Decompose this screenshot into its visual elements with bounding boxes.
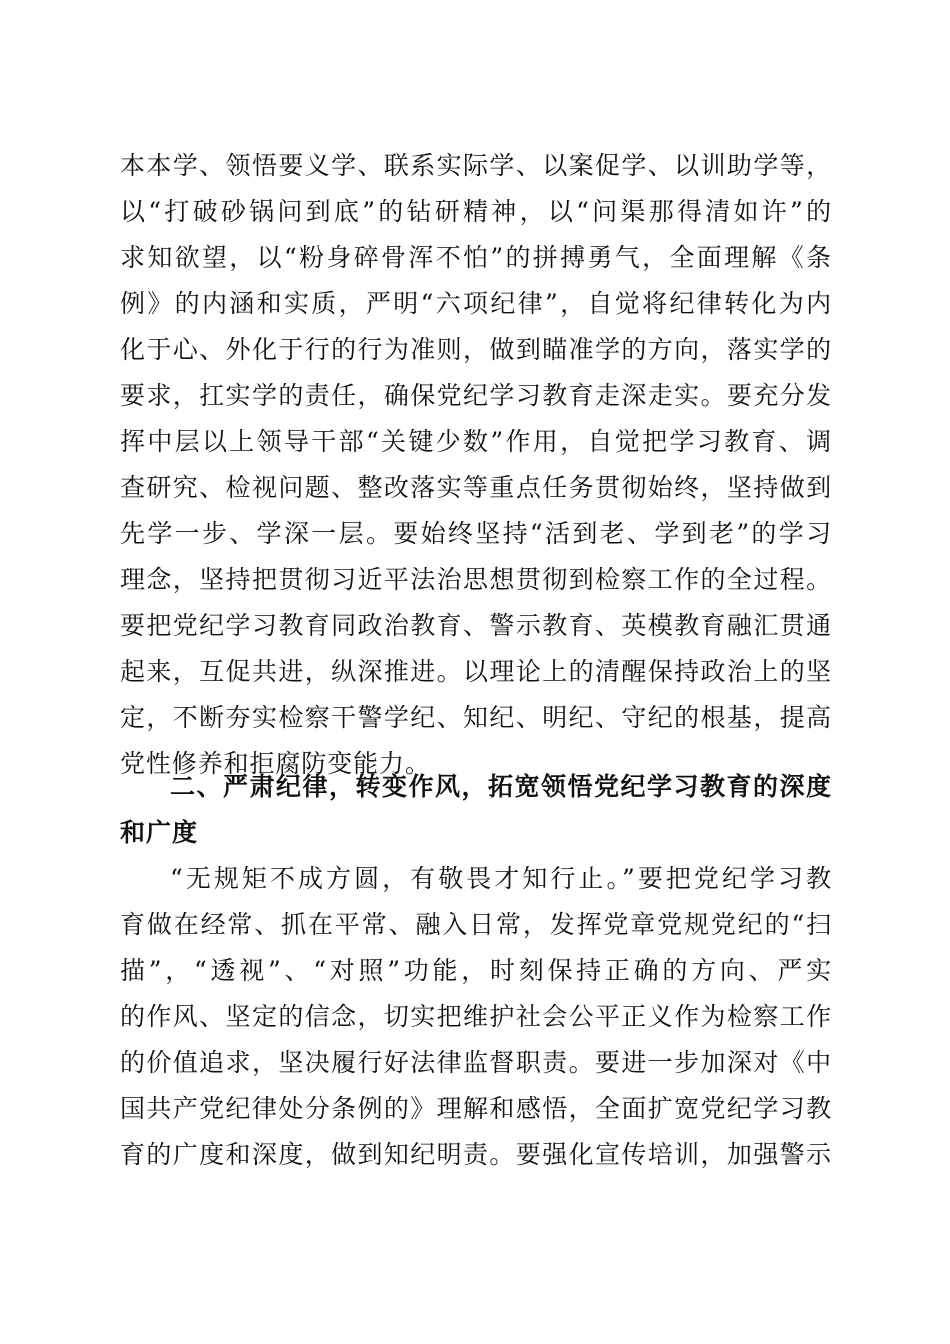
text-line: 例》的内涵和实质，严明“六项纪律”，自觉将纪律转化为内 xyxy=(120,289,832,318)
text-line: 定，不断夯实检察干警学纪、知纪、明纪、守纪的根基，提高 xyxy=(120,703,832,732)
body-paragraph-1 xyxy=(120,143,832,787)
text-line: 以“打破砂锅问到底”的钻研精神，以“问渠那得清如许”的 xyxy=(120,197,832,226)
text-line: 求知欲望，以“粉身碎骨浑不怕”的拼搏勇气，全面理解《条 xyxy=(120,243,832,272)
text-line: 党性修养和拒腐防变能力。 xyxy=(120,749,431,778)
body-paragraph-2 xyxy=(120,856,832,1178)
section-heading-2 xyxy=(120,764,832,856)
text-line: 的价值追求，坚决履行好法律监督职责。要进一步加深对《中 xyxy=(120,1048,832,1077)
text-line: 要求，扛实学的责任，确保党纪学习教育走深走实。要充分发 xyxy=(120,381,832,410)
text-line: 要把党纪学习教育同政治教育、警示教育、英模教育融汇贯通 xyxy=(120,611,832,640)
text-line: 查研究、检视问题、整改落实等重点任务贯彻始终，坚持做到 xyxy=(120,473,832,502)
text-line: 理念，坚持把贯彻习近平法治思想贯彻到检察工作的全过程。 xyxy=(120,565,832,594)
text-line: 起来，互促共进，纵深推进。以理论上的清醒保持政治上的坚 xyxy=(120,657,832,686)
heading-line: 和广度 xyxy=(120,818,199,847)
text-line: 育的广度和深度，做到知纪明责。要强化宣传培训，加强警示 xyxy=(120,1140,832,1169)
text-line: “无规矩不成方圆，有敬畏才知行止。”要把党纪学习教 xyxy=(170,864,832,893)
text-line: 本本学、领悟要义学、联系实际学、以案促学、以训助学等， xyxy=(120,151,832,180)
text-line: 化于心、外化于行的行为准则，做到瞄准学的方向，落实学的 xyxy=(120,335,832,364)
text-line: 育做在经常、抓在平常、融入日常，发挥党章党规党纪的“扫 xyxy=(120,910,832,939)
text-line: 国共产党纪律处分条例的》理解和感悟，全面扩宽党纪学习教 xyxy=(120,1094,832,1123)
text-line: 描”，“透视”、“对照”功能，时刻保持正确的方向、严实 xyxy=(120,956,832,985)
text-line: 先学一步、学深一层。要始终坚持“活到老、学到老”的学习 xyxy=(120,519,832,548)
heading-line: 二、严肃纪律，转变作风，拓宽领悟党纪学习教育的深度 xyxy=(170,772,832,801)
text-line: 的作风、坚定的信念，切实把维护社会公平正义作为检察工作 xyxy=(120,1002,832,1031)
text-line: 挥中层以上领导干部“关键少数”作用，自觉把学习教育、调 xyxy=(120,427,832,456)
